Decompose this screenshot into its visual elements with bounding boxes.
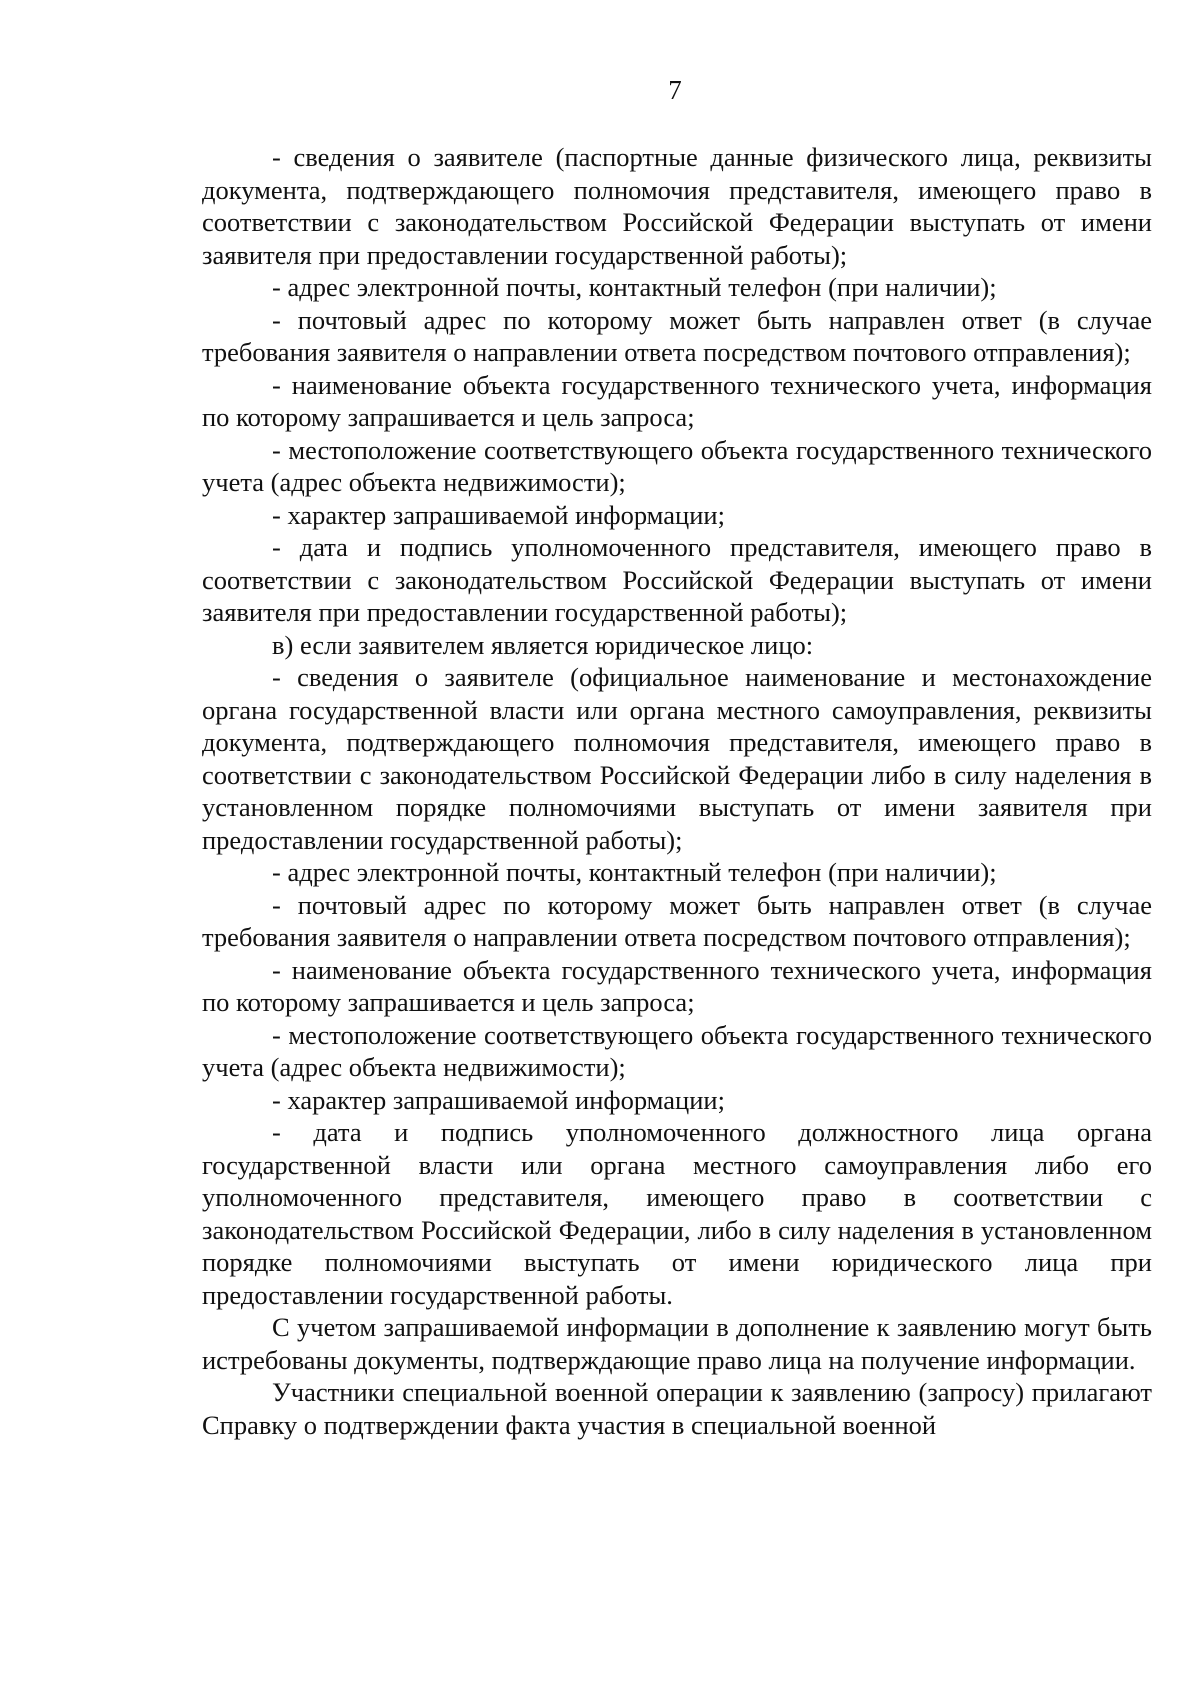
paragraph-legal-applicant-info: - сведения о заявителе (официальное наименование и местонахождение органа государственной власти или органа местного самоуправления, реквизиты документа, подтверждающего полномочия представителя, имеющего право в соответствии с законодательством Российской Федерации либо в силу наделения в установленном порядке полномочиями выступать от имени заявителя при предоставлении государственной работы); xyxy=(202,662,1152,855)
paragraph-postal-address: - почтовый адрес по которому может быть направлен ответ (в случае требования заявителя о направлении ответа посредством почтового отправления); xyxy=(202,304,1152,367)
document-body xyxy=(202,141,1152,1441)
paragraph-info-nature: - характер запрашиваемой информации; xyxy=(272,499,725,530)
paragraph-date-signature: - дата и подпись уполномоченного представителя, имеющего право в соответствии с законодательством Российской Федерации выступать от имени заявителя при предоставлении государственной работы); xyxy=(202,532,1152,627)
page-number: 7 xyxy=(668,75,682,105)
paragraph-svo-participants: Участники специальной военной операции к заявлению (запросу) прилагают Справку о подтверждении факта участия в специальной военной xyxy=(202,1377,1152,1440)
paragraph-additional-documents: С учетом запрашиваемой информации в дополнение к заявлению могут быть истребованы документы, подтверждающие право лица на получение информации. xyxy=(202,1312,1152,1375)
paragraph-object-location: - местоположение соответствующего объекта государственного технического учета (адрес объекта недвижимости); xyxy=(202,434,1152,497)
paragraph-email-phone: - адрес электронной почты, контактный телефон (при наличии); xyxy=(272,272,997,302)
paragraph-legal-info-nature: - характер запрашиваемой информации; xyxy=(272,1084,725,1115)
paragraph-object-name: - наименование объекта государственного технического учета, информация по которому запрашивается и цель запроса; xyxy=(202,369,1152,432)
paragraph-applicant-info: - сведения о заявителе (паспортные данные физического лица, реквизиты документа, подтверждающего полномочия представителя, имеющего право в соответствии с законодательством Российской Федерации выступать от имени заявителя при предоставлении государственной работы); xyxy=(202,142,1152,270)
paragraph-legal-email-phone: - адрес электронной почты, контактный телефон (при наличии); xyxy=(272,857,997,887)
paragraph-legal-date-signature: - дата и подпись уполномоченного должностного лица органа государственной власти или органа местного самоуправления либо его уполномоченного представителя, имеющего право в соответствии с законодательством Российской Федерации, либо в силу наделения в установленном порядке полномочиями выступать от имени юридического лица при предоставлении государственной работы. xyxy=(202,1117,1152,1310)
paragraph-legal-entity-heading: в) если заявителем является юридическое лицо: xyxy=(272,629,814,660)
paragraph-legal-postal-address: - почтовый адрес по которому может быть направлен ответ (в случае требования заявителя о направлении ответа посредством почтового отправления); xyxy=(202,889,1152,952)
paragraph-legal-object-name: - наименование объекта государственного технического учета, информация по которому запрашивается и цель запроса; xyxy=(202,954,1152,1017)
paragraph-legal-object-location: - местоположение соответствующего объекта государственного технического учета (адрес объекта недвижимости); xyxy=(202,1019,1152,1082)
